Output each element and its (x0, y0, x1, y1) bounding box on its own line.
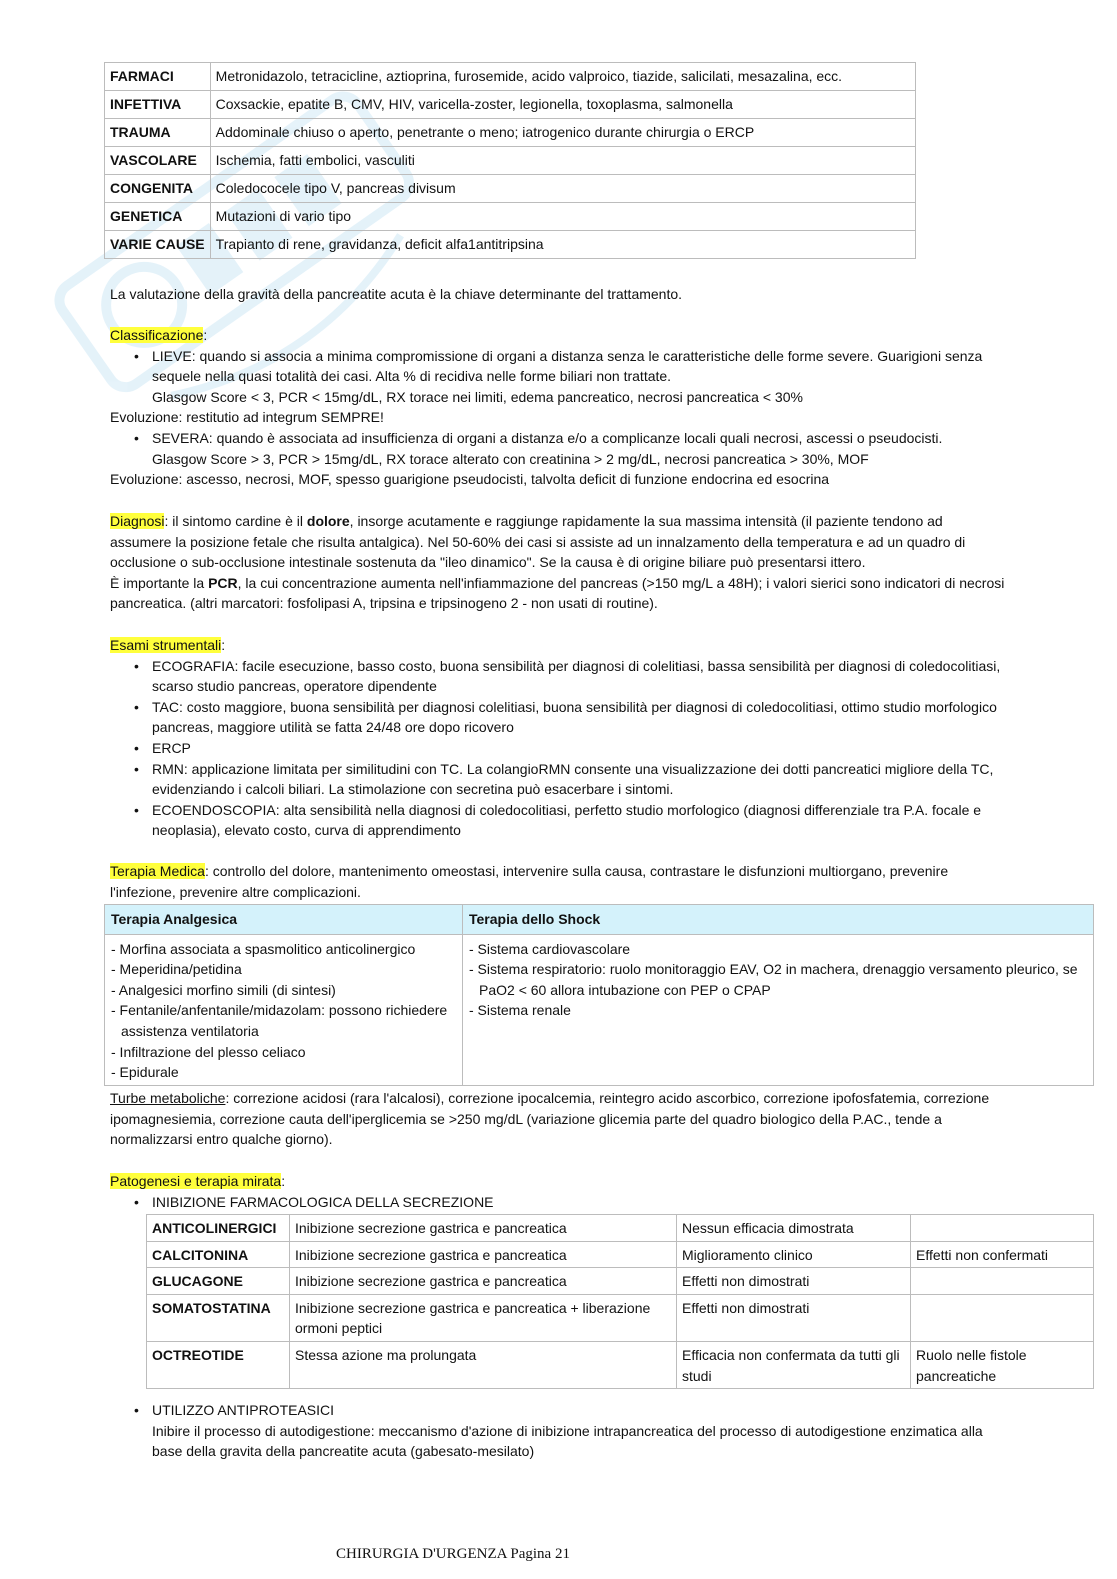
terapia-heading: Terapia Medica (110, 863, 205, 879)
causes-table (104, 62, 916, 259)
cause-key: GENETICA (105, 203, 211, 231)
patogenesi-drug: SOMATOSTATINA (147, 1294, 290, 1341)
patogenesi-effect: Effetti non dimostrati (677, 1294, 911, 1341)
analgesica-item: - Infiltrazione del plesso celiaco (111, 1043, 306, 1060)
cause-key: CONGENITA (105, 175, 211, 203)
turbe-heading: Turbe metaboliche (110, 1090, 226, 1106)
cause-key: TRAUMA (105, 119, 211, 147)
esami-section: Esami strumentali: • ECOGRAFIA: facile esecuzione, basso costo, buona sensibilità per diagnosi di colelitiasi, bassa sensibilità per diagnosi di coledocolitiasi, scarso studio pancreas, operatore dipendente • TAC: costo maggiore, buona sensibilità per diagnosi colelitiasi, buona sensibilità per diagnosi di coledocolitiasi, ottimo studio morfologico pancreas, maggiore utilità se fatta 24/48 ore dopo ricovero • ERCP • RMN: applicazione limitata per similitudini con TC. La colangioRMN consente una visualizzazione dei dotti pancreatici migliore della TC, evidenziando i calcoli biliari. La stimolazione con secretina può esacerbare i sintomi. • ECOENDOSCOPIA: alta sensibilità nella diagnosi di coledocolitiasi, perfetto studio morfologico (diagnosi differenziale tra P.A. focale e neoplasia), elevato costo, curva di apprendimento (110, 635, 1110, 841)
inibizione-item: • INIBIZIONE FARMACOLOGICA DELLA SECREZIONE (152, 1192, 1110, 1213)
analgesica-item: - Epidurale (111, 1064, 179, 1081)
shock-list (463, 934, 1094, 1085)
severa-evoluzione: Evoluzione: ascesso, necrosi, MOF, spesso guarigione pseudocisti, talvolta deficit di funzione endocrina ed esocrina (110, 471, 830, 488)
shock-item: - Sistema cardiovascolare (469, 940, 631, 957)
patogenesi-drug: OCTREOTIDE (147, 1341, 290, 1388)
patogenesi-row (147, 1215, 1094, 1242)
cause-row (105, 147, 916, 175)
terapia-section: Terapia Medica: controllo del dolore, mantenimento omeostasi, intervenire sulla causa, contrastare le disfunzioni multiorgano, prevenire l'infezione, prevenire altre complicazioni. (110, 863, 949, 900)
patogenesi-row (147, 1268, 1094, 1295)
shock-item: - Sistema respiratorio: ruolo monitoraggio EAV, O2 in machera, drenaggio versamento pleurico, se PaO2 < 60 allora intubazione con PEP o CPAP (469, 961, 1078, 998)
patogenesi-action: Inibizione secrezione gastrica e pancreatica (290, 1215, 677, 1242)
cause-row (105, 63, 916, 91)
patogenesi-table (146, 1214, 1094, 1389)
patogenesi-effect: Miglioramento clinico (677, 1241, 911, 1268)
diagnosi-heading: Diagnosi (110, 513, 165, 529)
patogenesi-effect: Nessun efficacia dimostrata (677, 1215, 911, 1242)
cause-row (105, 175, 916, 203)
esame-item: • ERCP (152, 738, 1110, 759)
cause-value: Mutazioni di vario tipo (210, 203, 915, 231)
patogenesi-effect: Effetti non dimostrati (677, 1268, 911, 1295)
analgesica-header: Terapia Analgesica (105, 905, 463, 935)
classificazione-section: Classificazione: • LIEVE: quando si associa a minima compromissione di organi a distanza senza le caratteristiche delle forme severe. Guarigioni senza sequele nella quasi totalità dei casi. Alta % di recidiva nelle forme biliari non trattate. Glasgow Score < 3, PCR < 15mg/dL, RX torace nei limiti, edema pancreatico, necrosi pancreatica < 30% Evoluzione: restitutio ad integrum SEMPRE! • SEVERA: quando è associata ad insufficienza di organi a distanza e/o a complicanze locali quali necrosi, ascessi o pseudocisti. Glasgow Score > 3, PCR > 15mg/dL, RX torace alterato con creatinina > 2 mg/dL, necrosi pancreatica > 30%, MOF Evoluzione: ascesso, necrosi, MOF, spesso guarigione pseudocisti, talvolta deficit di funzione endocrina ed esocrina (110, 325, 1100, 490)
cause-value: Ischemia, fatti embolici, vasculiti (210, 147, 915, 175)
cause-row (105, 231, 916, 259)
patogenesi-row (147, 1241, 1094, 1268)
patogenesi-note (911, 1268, 1094, 1295)
patogenesi-drug: GLUCAGONE (147, 1268, 290, 1295)
patogenesi-row (147, 1294, 1094, 1341)
cause-row (105, 203, 916, 231)
esame-item: • RMN: applicazione limitata per similitudini con TC. La colangioRMN consente una visualizzazione dei dotti pancreatici migliore della TC, evidenziando i calcoli biliari. La stimolazione con secretina può esacerbare i sintomi. (152, 759, 1110, 800)
lieve-item: • LIEVE: quando si associa a minima compromissione di organi a distanza senza le caratteristiche delle forme severe. Guarigioni senza sequele nella quasi totalità dei casi. Alta % di recidiva nelle forme biliari non trattate. Glasgow Score < 3, PCR < 15mg/dL, RX torace nei limiti, edema pancreatico, necrosi pancreatica < 30% (152, 346, 1100, 408)
patogenesi-drug: CALCITONINA (147, 1241, 290, 1268)
patogenesi-action: Inibizione secrezione gastrica e pancreatica (290, 1241, 677, 1268)
esami-heading: Esami strumentali (110, 637, 222, 653)
analgesica-item: - Analgesici morfino simili (di sintesi) (111, 981, 336, 998)
terapia-table (104, 904, 1094, 1086)
patogenesi-note (911, 1294, 1094, 1341)
shock-item: - Sistema renale (469, 1002, 571, 1019)
esame-item: • ECOENDOSCOPIA: alta sensibilità nella diagnosi di coledocolitiasi, perfetto studio morfologico (diagnosi differenziale tra P.A. focale e neoplasia), elevato costo, curva di apprendimento (152, 800, 1110, 841)
patogenesi-drug: ANTICOLINERGICI (147, 1215, 290, 1242)
patogenesi-heading: Patogenesi e terapia mirata (110, 1173, 282, 1189)
classificazione-heading: Classificazione (110, 327, 204, 343)
severa-item: • SEVERA: quando è associata ad insufficienza di organi a distanza e/o a complicanze locali quali necrosi, ascessi o pseudocisti. Glasgow Score > 3, PCR > 15mg/dL, RX torace alterato con creatinina > 2 mg/dL, necrosi pancreatica > 30%, MOF (152, 428, 1100, 469)
patogenesi-note (911, 1215, 1094, 1242)
shock-header: Terapia dello Shock (463, 905, 1094, 935)
antiproteasici-item: • UTILIZZO ANTIPROTEASICI Inibire il processo di autodigestione: meccanismo d'azione di inibizione intrapancreatica del processo di autodigestione enzimatica alla base della gravita della pancreatite acuta (gabesato-mesilato) (152, 1400, 1110, 1462)
patogenesi-action: Inibizione secrezione gastrica e pancreatica + liberazione ormoni peptici (290, 1294, 677, 1341)
patogenesi-note: Ruolo nelle fistole pancreatiche (911, 1341, 1094, 1388)
page-footer: CHIRURGIA D'URGENZA Pagina 21 (336, 1546, 570, 1562)
cause-key: VARIE CAUSE (105, 231, 211, 259)
cause-row (105, 91, 916, 119)
cause-row (105, 119, 916, 147)
turbe-section: Turbe metaboliche: correzione acidosi (rara l'alcalosi), correzione ipocalcemia, reintegro acido ascorbico, correzione ipofosfatemia, correzione ipomagnesiemia, correzione cauta dell'iperglicemia se >250 mg/dL (variazione glicemia parte del quadro biologico della P.AC., tende a normalizzarsi entro qualche giorno). (110, 1090, 990, 1148)
patogenesi-row (147, 1341, 1094, 1388)
cause-key: FARMACI (105, 63, 211, 91)
patogenesi-section: Patogenesi e terapia mirata: • INIBIZIONE FARMACOLOGICA DELLA SECREZIONE (110, 1171, 1110, 1212)
antiproteasici-section (110, 1400, 1110, 1462)
analgesica-list (105, 934, 463, 1085)
esame-item: • TAC: costo maggiore, buona sensibilità per diagnosi colelitiasi, buona sensibilità per diagnosi di coledocolitiasi, ottimo studio morfologico pancreas, maggiore utilità se fatta 24/48 ore dopo ricovero (152, 697, 1110, 738)
intro-text: La valutazione della gravità della pancreatite acuta è la chiave determinante del trattamento. (110, 286, 683, 302)
cause-value: Addominale chiuso o aperto, penetrante o meno; iatrogenico durante chirurgia o ERCP (210, 119, 915, 147)
patogenesi-effect: Efficacia non confermata da tutti gli studi (677, 1341, 911, 1388)
cause-value: Metronidazolo, tetracicline, aztioprina, furosemide, acido valproico, tiazide, salicilati, mesazalina, ecc. (210, 63, 915, 91)
cause-key: INFETTIVA (105, 91, 211, 119)
lieve-evoluzione: Evoluzione: restitutio ad integrum SEMPRE! (110, 409, 384, 426)
cause-value: Coxsackie, epatite B, CMV, HIV, varicella-zoster, legionella, toxoplasma, salmonella (210, 91, 915, 119)
cause-value: Trapianto di rene, gravidanza, deficit alfa1antitripsina (210, 231, 915, 259)
esame-item: • ECOGRAFIA: facile esecuzione, basso costo, buona sensibilità per diagnosi di colelitiasi, bassa sensibilità per diagnosi di coledocolitiasi, scarso studio pancreas, operatore dipendente (152, 656, 1110, 697)
diagnosi-section: Diagnosi: il sintomo cardine è il dolore, insorge acutamente e raggiunge rapidamente la sua massima intensità (il paziente tendono ad assumere la posizione fetale che risulta antalgica). Nel 50-60% dei casi si assiste ad un innalzamento della temperatura e ad un quadro di occlusione o sub-occlusione intestinale sostenuta da "ileo dinamico". Se la causa è di origine biliare può presentarsi ittero. È importante la PCR, la cui concentrazione aumenta nell'infiammazione del pancreas (>150 mg/L a 48H); i valori sierici sono indicatori di necrosi pancreatica. (altri marcatori: fosfolipasi A, tripsina e tripsinogeno 2 - non usati di routine). (110, 513, 1005, 612)
analgesica-item: - Fentanile/anfentanile/midazolam: possono richiedere assistenza ventilatoria (111, 1002, 448, 1039)
patogenesi-action: Stessa azione ma prolungata (290, 1341, 677, 1388)
patogenesi-action: Inibizione secrezione gastrica e pancreatica (290, 1268, 677, 1295)
patogenesi-note: Effetti non confermati (911, 1241, 1094, 1268)
analgesica-item: - Meperidina/petidina (111, 961, 242, 978)
cause-key: VASCOLARE (105, 147, 211, 175)
cause-value: Coledococele tipo V, pancreas divisum (210, 175, 915, 203)
analgesica-item: - Morfina associata a spasmolitico anticolinergico (111, 940, 416, 957)
